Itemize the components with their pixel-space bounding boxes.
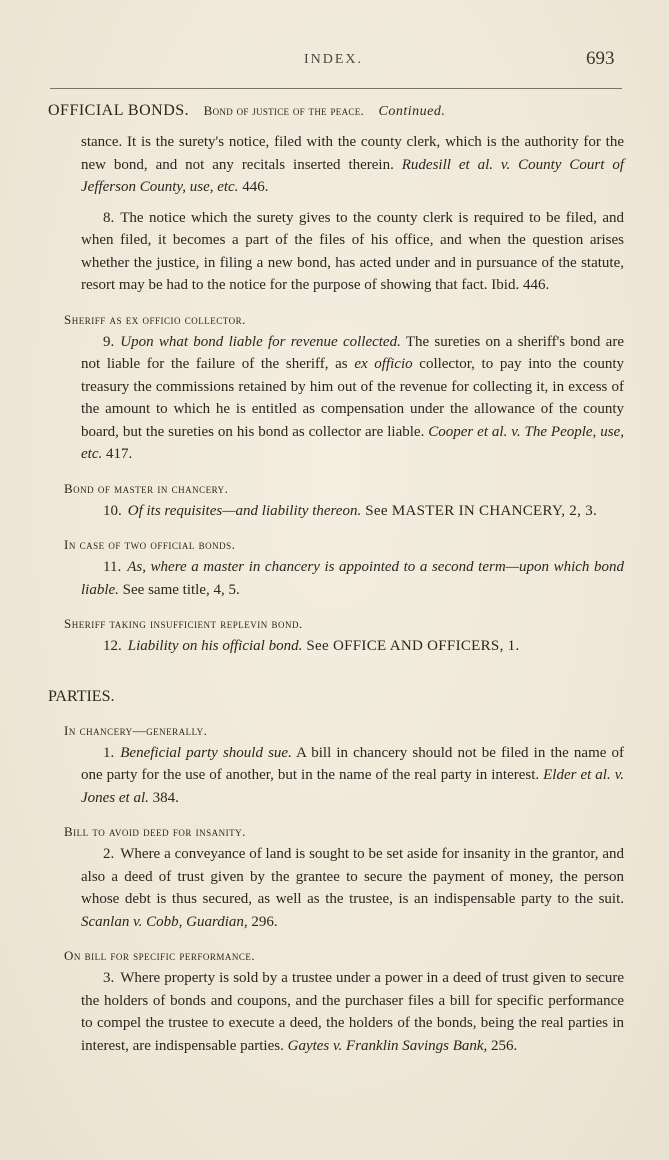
cross-reference: See same title, 4, 5. <box>118 581 240 598</box>
header-rule <box>50 88 622 89</box>
entry-text: stance. It is the surety's notice, filed with the county clerk, which is the authority for the new bond, and not any recitals inserted therein. <box>81 134 624 173</box>
entry-number: 8. <box>103 209 115 226</box>
entry-8 <box>81 207 624 297</box>
section-heading-parties: PARTIES. <box>48 687 115 705</box>
entry-text: The notice which the surety gives to the county clerk is required to be filed, and when filed, it becomes a part of the files of his office, and when the question arises whether the justice, in filing a new bond, has acted under and in pursuance of the statute, resort may be had to the notice for the purpose of showing that fact. Ibid. 446. <box>81 209 624 293</box>
subheading-master-chancery: Bond of master in chancery. <box>64 480 229 496</box>
entry-9 <box>81 331 624 466</box>
page-header <box>0 48 669 76</box>
entry-text: collector, to pay into the county treasury the commissions retained by him out of the revenue for collecting it, in excess of the amount to which he is entitled as compensation under the allowance of the county board, but the sureties on his bond as collector are liable. <box>81 356 624 440</box>
cross-reference: See MASTER IN CHANCERY, 2, 3. <box>361 502 598 519</box>
section-title: OFFICIAL BONDS. <box>48 102 190 119</box>
subheading-two-bonds: In case of two official bonds. <box>64 537 236 552</box>
running-head: INDEX. <box>304 52 364 67</box>
entry-number: 12. <box>103 638 122 654</box>
subheading-replevin: Sheriff taking insufficient replevin bond. <box>64 616 303 631</box>
entry-10 <box>81 500 624 523</box>
entry-italic: ex officio <box>354 356 413 372</box>
citation-page: 384. <box>148 789 179 806</box>
subheading-specific-performance: On bill for specific performance. <box>64 948 256 963</box>
citation: Elder et al. v. Jones et al. <box>81 767 624 806</box>
citation-page: 296. <box>247 913 278 930</box>
subheading-sheriff-collector: Sheriff as ex officio collector. <box>64 311 246 327</box>
entry-text: A bill in chancery should not be filed in the name of one party for the use of another, but in the name of the real party in interest. <box>81 744 625 783</box>
entry-lead: Liability on his official bond. <box>127 638 303 654</box>
entry-12 <box>81 635 624 658</box>
continued-label: Continued. <box>378 104 446 119</box>
subheading-insanity: Bill to avoid deed for insanity. <box>64 824 246 839</box>
citation-page: 417. <box>102 446 133 462</box>
page-number: 693 <box>586 48 615 69</box>
citation: Rudesill et al. v. County Court of Jefferson County, use, etc. <box>81 156 624 195</box>
entry-continued <box>81 131 624 199</box>
citation: Cooper et al. v. The People, use, etc. <box>81 423 624 462</box>
entry-lead: Upon what bond liable for revenue collected. <box>120 333 401 350</box>
entry-11 <box>81 556 624 601</box>
entry-lead: As, where a master in chancery is appointed to a second term—upon which bond liable. <box>81 559 624 598</box>
index-content <box>48 100 624 1057</box>
entry-lead: Beneficial party should sue. <box>120 744 292 761</box>
entry-parties-3 <box>81 967 624 1057</box>
section-subtitle: Bond of justice of the peace. <box>203 103 365 118</box>
entry-text: Where property is sold by a trustee under a power in a deed of trust given to secure the holders of bonds and coupons, and the purchaser files a bill for specific performance to compel the trustee to execute a deed, the holders of the bonds, being the real parties in interest, are indispensable parties. <box>81 970 624 1054</box>
citation: Gaytes v. Franklin Savings Bank, <box>287 1037 488 1054</box>
entry-number: 3. <box>103 970 115 986</box>
entry-parties-2 <box>81 843 624 933</box>
citation-page: 256. <box>487 1037 518 1054</box>
citation: Scanlan v. Cobb, Guardian, <box>81 913 248 930</box>
entry-text: The sureties on a sheriff's bond are not liable for the failure of the sheriff, as <box>81 333 624 372</box>
entry-number: 10. <box>103 502 122 519</box>
entry-lead: Of its requisites—and liability thereon. <box>127 502 362 519</box>
cross-reference: See OFFICE AND OFFICERS, 1. <box>302 638 520 654</box>
section-heading-official-bonds <box>48 100 624 123</box>
entry-text: Where a conveyance of land is sought to be set aside for insanity in the grantor, and also a deed of trust given by the grantee to secure the payment of money, the person whose debt is thus secured, as well as the trustee, is an indispensable party to the suit. <box>81 846 624 907</box>
entry-number: 2. <box>103 846 115 862</box>
entry-parties-1 <box>81 742 624 810</box>
citation-page: 446. <box>238 179 269 195</box>
entry-number: 9. <box>103 333 115 350</box>
entry-number: 11. <box>103 559 122 575</box>
subheading-chancery-generally: In chancery—generally. <box>64 722 208 738</box>
entry-number: 1. <box>103 744 115 761</box>
